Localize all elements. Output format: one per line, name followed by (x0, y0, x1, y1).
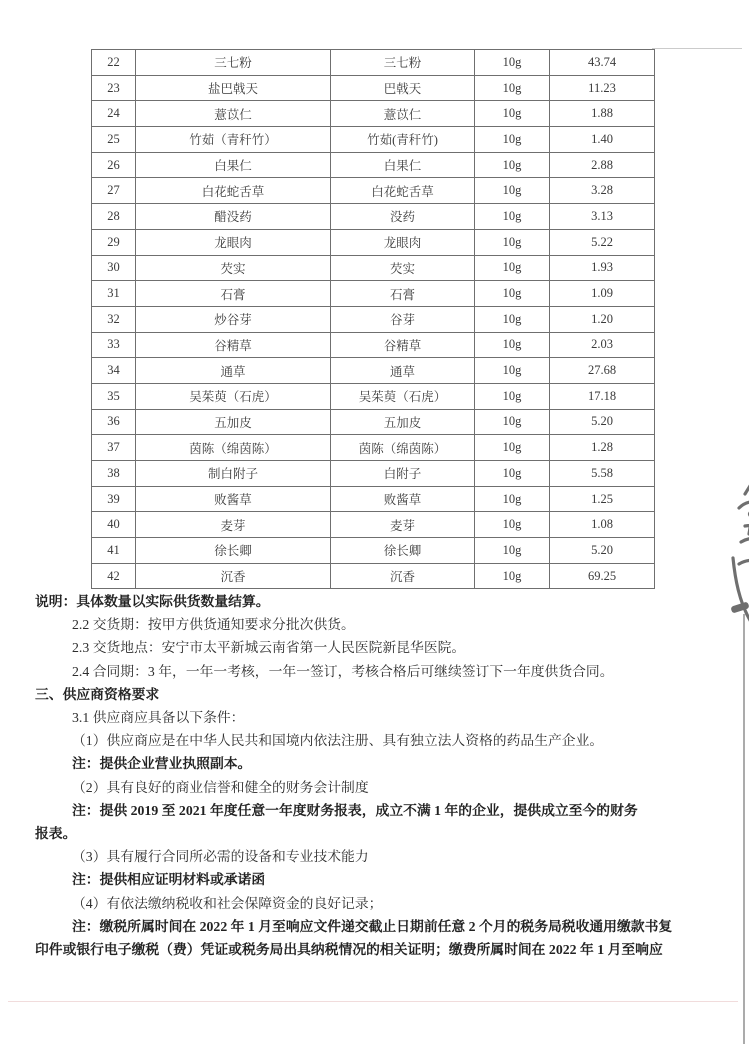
item-number-cell: 33 (92, 332, 136, 358)
item-number-cell: 29 (92, 229, 136, 255)
item-name-cell: 白花蛇舌草 (136, 178, 331, 204)
item-spec-cell: 10g (475, 563, 550, 589)
table-row (92, 152, 655, 178)
item-price-cell: 1.20 (550, 306, 655, 332)
item-generic-name-cell: 茵陈（绵茵陈） (331, 435, 475, 461)
item-number-cell: 40 (92, 512, 136, 538)
item-number-cell: 25 (92, 127, 136, 153)
item-number-cell: 37 (92, 435, 136, 461)
item-spec-cell: 10g (475, 229, 550, 255)
table-row (92, 461, 655, 487)
item-generic-name-cell: 谷精草 (331, 332, 475, 358)
item-name-cell: 五加皮 (136, 409, 331, 435)
item-spec-cell: 10g (475, 178, 550, 204)
item-generic-name-cell: 通草 (331, 358, 475, 384)
table-row (92, 101, 655, 127)
text-line: 注：提供 2019 至 2021 年度任意一年度财务报表，成立不满 1 年的企业，提供成立至今的财务 (72, 802, 638, 818)
item-number-cell: 36 (92, 409, 136, 435)
text-line: 三、供应商资格要求 (35, 686, 160, 702)
table-row (92, 229, 655, 255)
text-line: （2）具有良好的商业信誉和健全的财务会计制度 (72, 779, 369, 795)
item-spec-cell: 10g (475, 127, 550, 153)
item-name-cell: 徐长卿 (136, 538, 331, 564)
item-spec-cell: 10g (475, 486, 550, 512)
item-generic-name-cell: 巴戟天 (331, 75, 475, 101)
scan-artifact-line (8, 1001, 738, 1002)
item-name-cell: 薏苡仁 (136, 101, 331, 127)
table-row (92, 409, 655, 435)
item-spec-cell: 10g (475, 281, 550, 307)
item-price-cell: 5.20 (550, 538, 655, 564)
item-generic-name-cell: 石膏 (331, 281, 475, 307)
text-line: 说明：具体数量以实际供货数量结算。 (35, 594, 270, 609)
item-price-cell: 11.23 (550, 75, 655, 101)
item-number-cell: 42 (92, 563, 136, 589)
item-price-cell: 1.09 (550, 281, 655, 307)
text-line: （3）具有履行合同所必需的设备和专业技术能力 (72, 849, 369, 865)
item-generic-name-cell: 败酱草 (331, 486, 475, 512)
item-price-cell: 27.68 (550, 358, 655, 384)
item-name-cell: 吴茱萸（石虎） (136, 383, 331, 409)
item-price-cell: 1.88 (550, 101, 655, 127)
item-name-cell: 麦芽 (136, 512, 331, 538)
item-generic-name-cell: 白附子 (331, 461, 475, 487)
items-table (91, 49, 655, 589)
item-number-cell: 30 (92, 255, 136, 281)
item-price-cell: 5.22 (550, 229, 655, 255)
item-generic-name-cell: 五加皮 (331, 409, 475, 435)
item-spec-cell: 10g (475, 512, 550, 538)
item-number-cell: 28 (92, 204, 136, 230)
item-generic-name-cell: 吴茱萸（石虎） (331, 383, 475, 409)
table-row (92, 435, 655, 461)
item-spec-cell: 10g (475, 358, 550, 384)
item-spec-cell: 10g (475, 332, 550, 358)
item-spec-cell: 10g (475, 306, 550, 332)
item-number-cell: 27 (92, 178, 136, 204)
table-row (92, 204, 655, 230)
item-name-cell: 盐巴戟天 (136, 75, 331, 101)
item-number-cell: 38 (92, 461, 136, 487)
table-row (92, 383, 655, 409)
item-generic-name-cell: 竹茹(青秆竹) (331, 127, 475, 153)
table-row (92, 127, 655, 153)
item-spec-cell: 10g (475, 204, 550, 230)
item-name-cell: 炒谷芽 (136, 306, 331, 332)
text-line: 注：缴税所属时间在 2022 年 1 月至响应文件递交截止日期前任意 2 个月的税务局税收通用缴款书复 (72, 918, 673, 934)
item-price-cell: 1.40 (550, 127, 655, 153)
text-line: 2.2 交货期：按甲方供货通知要求分批次供货。 (72, 617, 355, 633)
item-number-cell: 24 (92, 101, 136, 127)
item-number-cell: 31 (92, 281, 136, 307)
item-name-cell: 竹茹（青秆竹） (136, 127, 331, 153)
item-number-cell: 32 (92, 306, 136, 332)
item-price-cell: 17.18 (550, 383, 655, 409)
item-price-cell: 2.03 (550, 332, 655, 358)
item-name-cell: 茵陈（绵茵陈） (136, 435, 331, 461)
table-row (92, 255, 655, 281)
item-generic-name-cell: 谷芽 (331, 306, 475, 332)
item-name-cell: 败酱草 (136, 486, 331, 512)
item-price-cell: 3.13 (550, 204, 655, 230)
item-generic-name-cell: 芡实 (331, 255, 475, 281)
table-row (92, 75, 655, 101)
item-generic-name-cell: 徐长卿 (331, 538, 475, 564)
item-generic-name-cell: 沉香 (331, 563, 475, 589)
item-spec-cell: 10g (475, 409, 550, 435)
item-price-cell: 5.58 (550, 461, 655, 487)
item-spec-cell: 10g (475, 435, 550, 461)
item-name-cell: 三七粉 (136, 50, 331, 76)
item-spec-cell: 10g (475, 383, 550, 409)
item-spec-cell: 10g (475, 75, 550, 101)
text-line: 注：提供企业营业执照副本。 (72, 756, 252, 772)
table-row (92, 358, 655, 384)
item-price-cell: 69.25 (550, 563, 655, 589)
item-number-cell: 39 (92, 486, 136, 512)
table-row (92, 538, 655, 564)
items-table-body (92, 50, 655, 589)
scan-artifact-top-line (652, 48, 742, 49)
item-generic-name-cell: 白花蛇舌草 (331, 178, 475, 204)
table-row (92, 486, 655, 512)
table-row (92, 563, 655, 589)
text-line: 报表。 (35, 826, 77, 842)
item-spec-cell: 10g (475, 255, 550, 281)
notes-section (0, 590, 749, 961)
item-number-cell: 26 (92, 152, 136, 178)
item-name-cell: 通草 (136, 358, 331, 384)
item-generic-name-cell: 没药 (331, 204, 475, 230)
scan-edge-line (743, 614, 745, 1044)
text-line: （1）供应商应是在中华人民共和国境内依法注册、具有独立法人资格的药品生产企业。 (72, 733, 604, 749)
text-line: 2.3 交货地点：安宁市太平新城云南省第一人民医院新昆华医院。 (72, 640, 466, 656)
item-price-cell: 1.25 (550, 486, 655, 512)
item-price-cell: 1.28 (550, 435, 655, 461)
item-price-cell: 3.28 (550, 178, 655, 204)
item-spec-cell: 10g (475, 101, 550, 127)
item-generic-name-cell: 龙眼肉 (331, 229, 475, 255)
item-price-cell: 2.88 (550, 152, 655, 178)
item-name-cell: 沉香 (136, 563, 331, 589)
item-name-cell: 谷精草 (136, 332, 331, 358)
item-price-cell: 1.08 (550, 512, 655, 538)
item-price-cell: 43.74 (550, 50, 655, 76)
item-name-cell: 石膏 (136, 281, 331, 307)
item-name-cell: 龙眼肉 (136, 229, 331, 255)
item-name-cell: 醋没药 (136, 204, 331, 230)
item-generic-name-cell: 麦芽 (331, 512, 475, 538)
text-line: 2.4 合同期：3 年，一年一考核，一年一签订，考核合格后可继续签订下一年度供货合同。 (72, 663, 614, 679)
item-number-cell: 23 (92, 75, 136, 101)
item-number-cell: 35 (92, 383, 136, 409)
item-generic-name-cell: 薏苡仁 (331, 101, 475, 127)
item-name-cell: 芡实 (136, 255, 331, 281)
table-row (92, 306, 655, 332)
text-line: 注：提供相应证明材料或承诺函 (72, 872, 266, 888)
table-row (92, 178, 655, 204)
table-row (92, 50, 655, 76)
item-generic-name-cell: 三七粉 (331, 50, 475, 76)
text-line: 印件或银行电子缴税（费）凭证或税务局出具纳税情况的相关证明；缴费所属时间在 2022 年 1 月至响应 (35, 942, 663, 958)
table-row (92, 512, 655, 538)
item-number-cell: 34 (92, 358, 136, 384)
item-generic-name-cell: 白果仁 (331, 152, 475, 178)
table-row (92, 332, 655, 358)
text-line: 3.1 供应商应具备以下条件： (72, 710, 245, 726)
item-spec-cell: 10g (475, 461, 550, 487)
text-line: （4）有依法缴纳税收和社会保障资金的良好记录； (72, 895, 383, 911)
item-number-cell: 22 (92, 50, 136, 76)
table-row (92, 281, 655, 307)
item-price-cell: 1.93 (550, 255, 655, 281)
item-number-cell: 41 (92, 538, 136, 564)
item-name-cell: 制白附子 (136, 461, 331, 487)
item-spec-cell: 10g (475, 152, 550, 178)
item-spec-cell: 10g (475, 538, 550, 564)
item-price-cell: 5.20 (550, 409, 655, 435)
item-name-cell: 白果仁 (136, 152, 331, 178)
item-spec-cell: 10g (475, 50, 550, 76)
